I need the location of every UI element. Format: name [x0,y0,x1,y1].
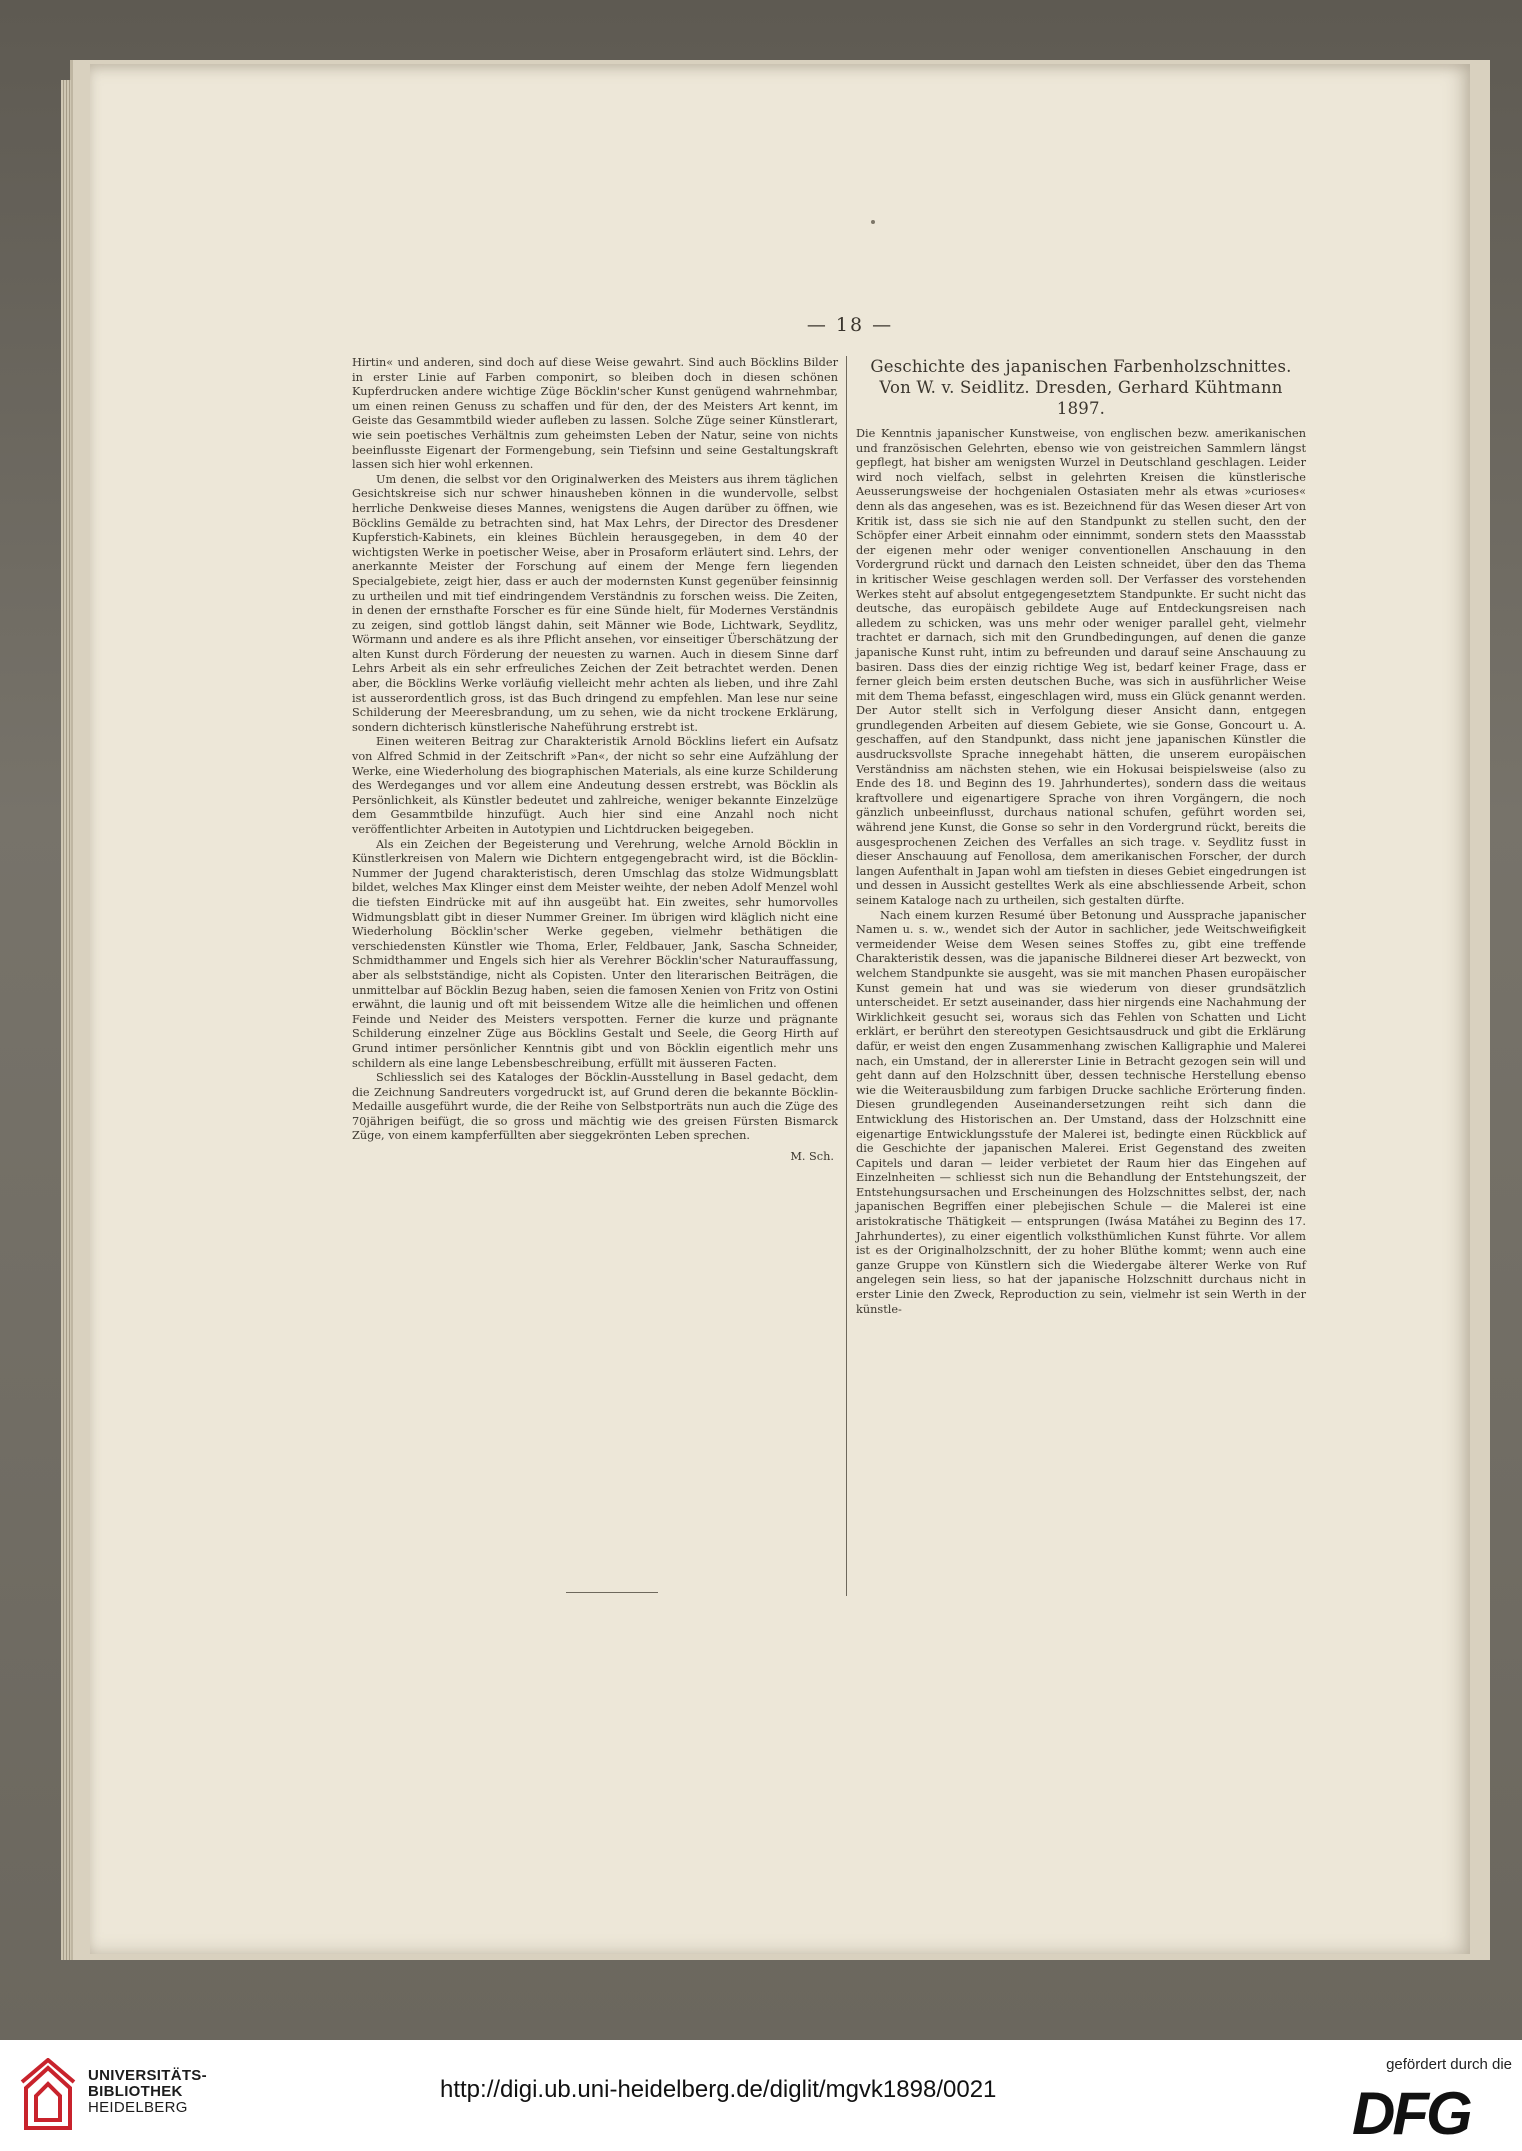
funding-caption: gefördert durch die [1386,2056,1512,2073]
library-name-line1: UNIVERSITÄTS- [88,2067,207,2084]
review-heading: Geschichte des japanischen Farbenholzschnittes. Von W. v. Seidlitz. Dresden, Gerhard Kühtmann 1897. [870,357,1292,418]
left-paragraph-4: Als ein Zeichen der Begeisterung und Verehrung, welche Arnold Böcklin in Künstlerkreisen von Malern wie Dichtern entgegengebracht wird, ist die Böcklin-Nummer der Jugend charakteristisch, deren Umschlag das stolze Widmungsblatt bildet, welches Max Klinger einst dem Meister weihte, der neben Adolf Menzel wohl die tiefsten Eindrücke mit auf ihn ausgeübt hat. Ein zweites, sehr humorvolles Widmungsblatt gibt in dieser Nummer Greiner. Im übrigen wird kläglich nicht eine Wiederholung Böcklin'scher Werke gegeben, vielmehr bethätigen die verschiedensten Künstler wie Thoma, Erler, Feldbauer, Jank, Sascha Schneider, Schmidthammer und Engels sich hier als Verehrer Böcklin'scher Naturauffassung, aber als selbstständige, nicht als Copisten. Unter den literarischen Beiträgen, die unmittelbar auf Böcklin Bezug haben, seien die famosen Xenien von Fritz von Ostini erwähnt, die launig und oft mit beissendem Witze alle die heimlichen und offenen Feinde und Neider des Meisters verspotten. Ferner die kurze und prägnante Schilderung einzelner Züge aus Böcklins Gestalt und Seele, die Georg Hirth auf Grund intimer persönlicher Kenntnis gibt und von Böcklin eigentlich mehr uns schildern als eine lange Lebensbeschreibung, erfüllt mit äusseren Facten. [352,837,838,1070]
page-url-link[interactable]: http://digi.ub.uni-heidelberg.de/diglit/mgvk1898/0021 [440,2076,997,2103]
library-name-line3: HEIDELBERG [88,2099,188,2116]
article-signature: M. Sch. [790,1150,834,1164]
university-library-logo-icon[interactable] [18,2058,80,2136]
column-divider [846,356,847,1596]
right-paragraph-1: Die Kenntnis japanischer Kunstweise, von englischen bezw. amerikanischen und französischen Gelehrten, ebenso wie von geistreichen Sammlern längst gepflegt, hat bisher am wenigsten Wurzel in Deutschland geschlagen. Leider wird noch vielfach, selbst in gelehrten Kreisen die künstlerische Aeusserungsweise der hochgenialen Ostasiaten mehr als etwas »curioses« denn als das angesehen, was es ist. Bezeichnend für das Wesen dieser Art von Kritik ist, dass sie sich nie auf den Standpunkt zu stellen sucht, den der Schöpfer einer Arbeit einnahm oder einnimmt, sondern stets den Maassstab der eigenen mehr oder weniger conventionellen Anschauung in den Vordergrund rückt und darnach den Leisten schneidet, über den das Thema in kritischer Weise geschlagen werden soll. Der Verfasser des vorstehenden Werkes steht auf absolut entgegengesetztem Standpunkte. Er sucht nicht das deutsche, das europäisch gebildete Auge auf Entdeckungsreisen nach alledem zu schicken, was uns mehr oder weniger parallel geht, vielmehr trachtet er darnach, sich mit den Grundbedingungen, auf denen die ganze japanische Kunst ruht, intim zu befreunden und darauf seine Anschauung zu basiren. Dass dies der einzig richtige Weg ist, bedarf keiner Frage, dass er ferner gleich beim ersten deutschen Buche, was sich in ausführlicher Weise mit dem Thema befasst, eingeschlagen wird, muss ein Glück genannt werden. Der Autor stellt sich in Verfolgung dieser Ansicht dann, entgegen grundlegenden Arbeiten auf diesem Gebiete, wie sie Gonse, Goncourt u. A. geschaffen, auf den Standpunkt, dass nicht jene japanischen Künstler die ausdrucksvollste Sprache innegehabt hätten, die unserem europäischen Verständniss am nächsten stehen, wie ein Hokusai beispielsweise (also zu Ende des 18. und Beginn des 19. Jahrhundertes), sondern dass die weitaus kraftvollere und eigenartigere Sprache von ihren Vorgängern, die noch gänzlich unbeeinflusst, durchaus national schufen, geführt worden sei, während jene Kunst, die Gonse so sehr in den Vordergrund rückt, bereits die ausgesprochenen Zeichen des Verfalles an sich trage. v. Seydlitz fusst in dieser Anschauung auf Fenollosa, dem amerikanischen Forscher, der durch langen Aufenthalt in Japan wohl am tiefsten in dieses Gebiet eingedrungen ist und dessen in Aussicht gestelltes Werk als eine abschliessende Arbeit, schon seinem Kataloge nach zu urtheilen, sich gestalten dürfte. [856,427,1306,907]
left-column [352,356,838,1165]
left-paragraph-1: Hirtin« und anderen, sind doch auf diese Weise gewahrt. Sind auch Böcklins Bilder in erster Linie auf Farben componirt, so bleiben doch in diesen schönen Kupferdrucken andere wichtige Züge Böcklin'scher Kunst genügend wahrnehmbar, um einen reinen Genuss zu schaffen und für den, der des Meisters Art kennt, im Geiste das Gesammtbild wieder aufleben zu lassen. Solche Züge seiner Künstlerart, wie sein poetisches Verhältnis zum geheimsten Leben der Natur, seine von nichts beeinflusste Eigenart der Formengebung, sein Tiefsinn und seine Gestaltungskraft lassen sich hier wohl erkennen. [352,356,838,472]
page-speck [871,220,875,224]
right-paragraph-2: Nach einem kurzen Resumé über Betonung und Aussprache japanischer Namen u. s. w., wendet sich der Autor in sachlicher, jede Weitschweifigkeit vermeidender Weise dem Wesen seines Stoffes zu, gibt eine treffende Charakteristik dessen, was die japanische Bildnerei dieser Art bezweckt, von welchem Standpunkte sie ausgeht, was sie mit manchen Phasen europäischer Kunst gemein hat und was sie wiederum von dieser grundsätzlich unterscheidet. Er setzt auseinander, dass hier nirgends eine Nachahmung der Wirklichkeit gesucht sei, woraus sich das Fehlen von Schatten und Licht erklärt, er berührt den stereotypen Gesichtsausdruck und gibt die Erklärung dafür, er weist den engen Zusammenhang zwischen Kalligraphie und Malerei nach, ein Umstand, der in allererster Linie in Betracht gezogen sein will und geht dann auf den Holzschnitt über, dessen technische Herstellung ebenso wie die Weiterausbildung zum farbigen Drucke sachliche Erörterung finden. Diesen grundlegenden Auseinandersetzungen reiht sich dann die Entwicklung des Historischen an. Der Umstand, dass der Holzschnitt eine eigenartige Entwicklungsstufe der Malerei ist, bedingte einen Rückblick auf die Geschichte der japanischen Malerei. Erist Gegenstand des zweiten Capitels und daran — leider verbietet der Raum hier das Eingehen auf Einzelnheiten — schliesst sich nun die Behandlung der Entstehungszeit, der Entstehungsursachen und Erscheinungen des Holzschnittes selbst, der, nach japanischen Begriffen einer plebejischen Schule — die Malerei ist eine aristokratische Thätigkeit — entsprungen (Iwása Matáhei zu Beginn des 17. Jahrhundertes), zu einer eigentlich volksthümlichen Kunst führte. Vor allem ist es der Originalholzschnitt, der zu hoher Blüthe kommt; wenn auch eine ganze Gruppe von Künstlern sich die Wiedergabe älterer Werke von Ruf angelegen sein liess, so hat der japanische Holzschnitt durchaus nicht in erster Linie den Zweck, Reproduction zu sein, vielmehr ist sein Werth in der künstle- [856,908,1306,1316]
dfg-logo-icon[interactable] [1352,2080,1508,2147]
left-paragraph-2: Um denen, die selbst vor den Originalwerken des Meisters aus ihrem täglichen Gesichtskreise sich nur schwer hinausheben können in die wundervolle, selbst herrliche Denkweise dieses Mannes, wenigstens die Augen darüber zu öffnen, wie Böcklins Gemälde zu betrachten sind, hat Max Lehrs, der Director des Dresdener Kupferstich-Kabinets, ein kleines Büchlein herausgegeben, in dem 40 der wichtigsten Werke in poetischer Weise, aber in Prosaform erläutert sind. Lehrs, der anerkannte Meister der Forschung auf einem der Menge fern liegenden Specialgebiete, zeigt hier, dass er auch der modernsten Kunst gegenüber feinsinnig zu urtheilen und mit tief eindringendem Verständnis zu forschen weiss. Die Zeiten, in denen der ernsthafte Forscher es für eine Sünde hielt, für Modernes Verständnis zu zeigen, sind gottlob längst dahin, seit Männer wie Bode, Lichtwark, Seydlitz, Wörmann und andere es als ihre Pflicht ansehen, vor einseitiger Überschätzung der alten Kunst durch Förderung der neuesten zu warnen. Auch in diesem Sinne darf Lehrs Arbeit als ein sehr erfreuliches Zeichen der Zeit betrachtet werden. Denen aber, die Böcklins Werke vorläufig vielleicht mehr achten als lieben, und ihre Zahl ist ausserordentlich gross, ist das Buch dringend zu empfehlen. Man lese nur seine Schilderung der Meeresbrandung, um zu sehen, wie da nicht trockene Erklärung, sondern dichterisch künstlerische Naheführung erstrebt ist. [352,472,838,734]
page-number: — 18 — [806,314,894,336]
viewer-footer [0,2040,1522,2151]
dfg-logo-text: DFG [1352,2080,1470,2147]
end-rule [566,1592,658,1593]
right-column [856,356,1306,1317]
library-name[interactable] [88,2068,207,2116]
library-name-line2: BIBLIOTHEK [88,2083,183,2100]
left-paragraph-5: Schliesslich sei des Kataloges der Böcklin-Ausstellung in Basel gedacht, dem die Zeichnung Sandreuters vorgedruckt ist, auf Grund deren die bekannte Böcklin-Medaille ausgeführt wurde, die der Reihe von Selbstporträts nun auch die Züge des 70jährigen beifügt, die so gross und mächtig wie des greisen Fürsten Bismarck Züge, von einem kampferfüllten aber sieggekrönten Leben sprechen. [352,1071,838,1143]
left-paragraph-3: Einen weiteren Beitrag zur Charakteristik Arnold Böcklins liefert ein Aufsatz von Alfred Schmid in der Zeitschrift »Pan«, der nicht so sehr eine Aufzählung der Werke, eine Wiederholung des biographischen Materials, als eine kurze Schilderung des Werdeganges und vor allem eine Andeutung dessen erstrebt, was Böcklin als Persönlichkeit, als Künstler bedeutet und zahlreiche, weniger bekannte Einzelzüge dem Gesammtbilde hinzufügt. Auch hier sind eine Anzahl noch nicht veröffentlichter Arbeiten in Autotypien und Lichtdrucken beigegeben. [352,735,838,836]
